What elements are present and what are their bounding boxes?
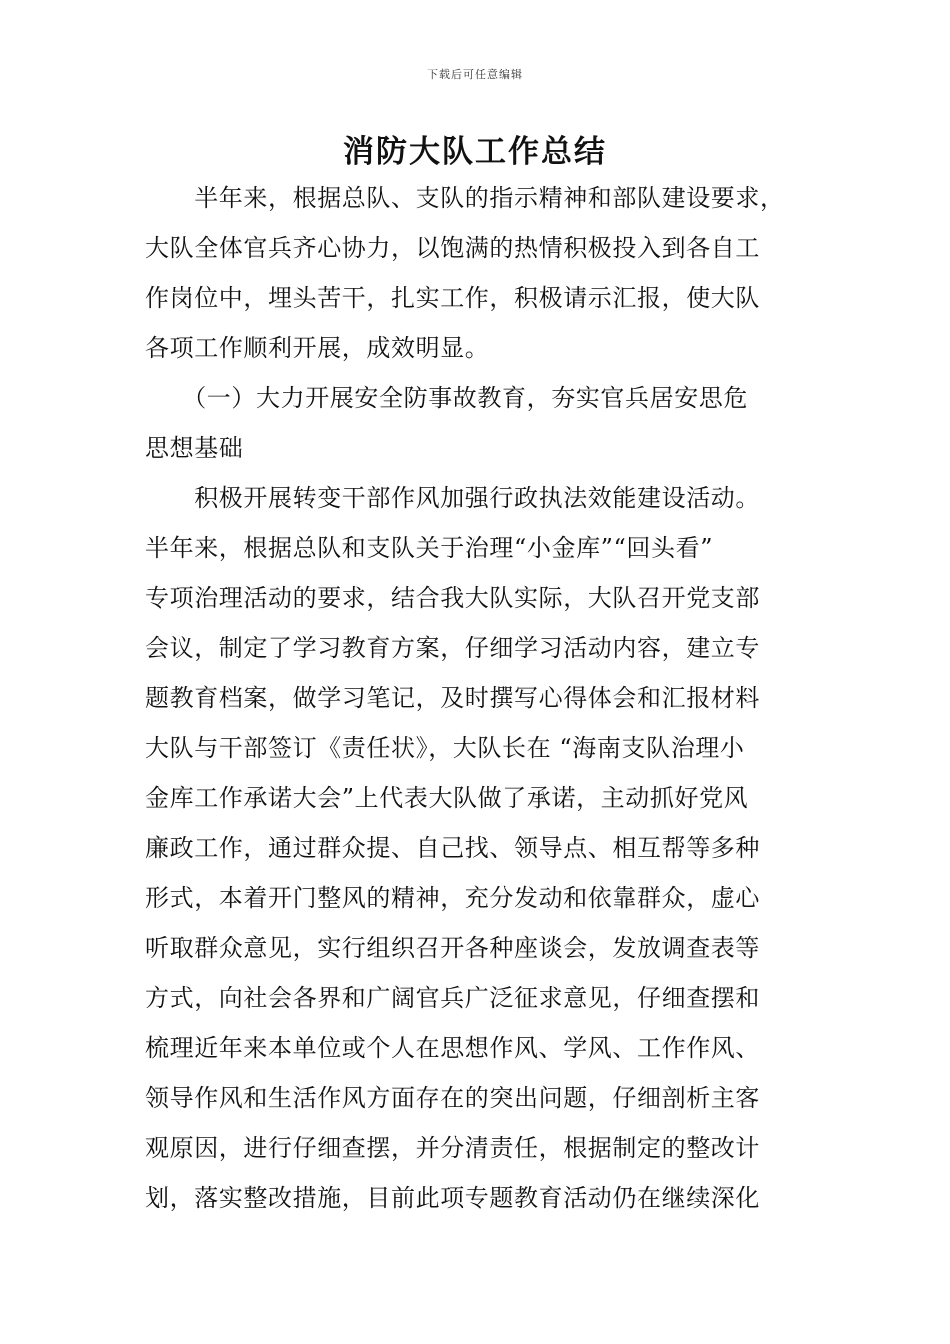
header-note: 下载后可任意编辑 xyxy=(427,68,523,81)
body-line: 大队全体官兵齐心协力，以饱满的热情积极投入到各自工 xyxy=(145,234,760,262)
body-line: 廉政工作，通过群众提、自己找、领导点、相互帮等多种 xyxy=(145,834,760,862)
body-line: 观原因，进行仔细查摆，并分清责任，根据制定的整改计 xyxy=(145,1134,760,1162)
body-line: 方式，向社会各界和广阔官兵广泛征求意见，仔细查摆和 xyxy=(145,984,760,1012)
body-line: 题教育档案，做学习笔记，及时撰写心得体会和汇报材料 xyxy=(145,684,760,712)
body-line: 半年来，根据总队和支队关于治理“小金库”“回头看” xyxy=(145,534,714,562)
section-heading-line: 思想基础 xyxy=(145,434,244,462)
body-line: 梳理近年来本单位或个人在思想作风、学风、工作作风、 xyxy=(145,1034,760,1062)
body-line: 金库工作承诺大会”上代表大队做了承诺，主动抓好党风 xyxy=(145,784,749,812)
body-line: 作岗位中，埋头苦干，扎实工作，积极请示汇报，使大队 xyxy=(145,284,760,312)
document-title: 消防大队工作总结 xyxy=(343,134,607,170)
body-line: 听取群众意见，实行组织召开各种座谈会，发放调查表等 xyxy=(145,934,760,962)
body-line: 形式，本着开门整风的精神，充分发动和依靠群众，虚心 xyxy=(145,884,760,912)
body-line: 划，落实整改措施，目前此项专题教育活动仍在继续深化 xyxy=(145,1184,760,1212)
body-line: 各项工作顺利开展，成效明显。 xyxy=(145,334,490,362)
body-line: 专项治理活动的要求，结合我大队实际，大队召开党支部 xyxy=(145,584,760,612)
body-line: 大队与干部签订《责任状》，大队长在 “海南支队治理小 xyxy=(145,734,745,762)
body-line: 半年来，根据总队、支队的指示精神和部队建设要求， xyxy=(145,184,785,212)
body-line: 积极开展转变干部作风加强行政执法效能建设活动。 xyxy=(145,484,760,512)
body-line: 会议，制定了学习教育方案，仔细学习活动内容，建立专 xyxy=(145,634,760,662)
body-line: 领导作风和生活作风方面存在的突出问题，仔细剖析主客 xyxy=(145,1084,760,1112)
section-heading-line: （一）大力开展安全防事故教育，夯实官兵居安思危 xyxy=(145,384,748,412)
